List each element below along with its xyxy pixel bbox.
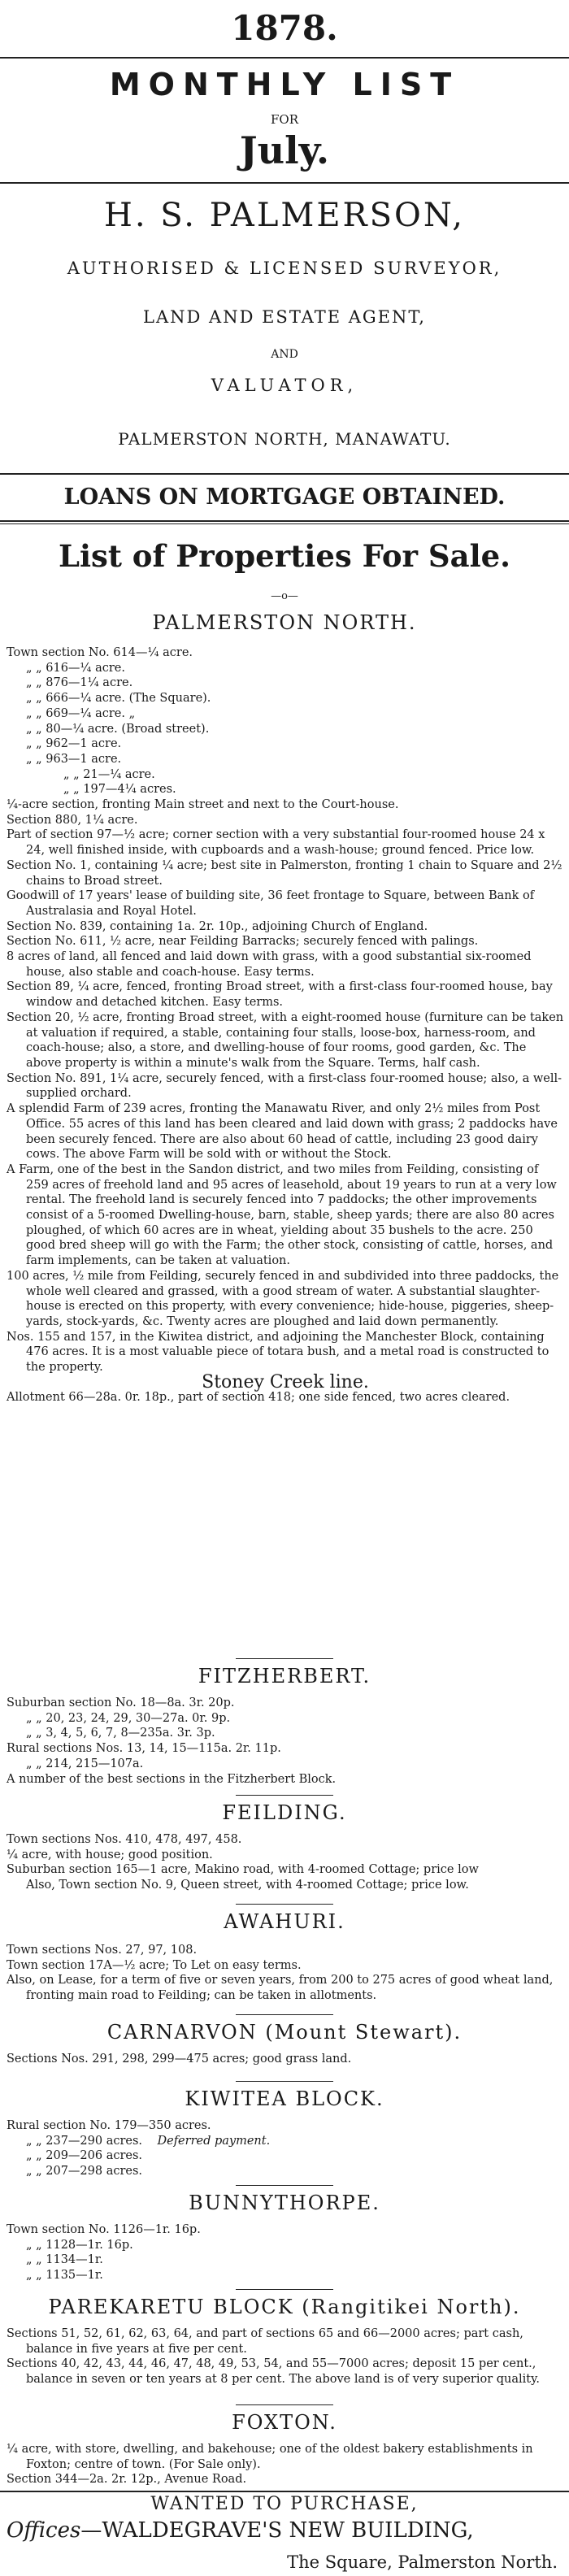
top-rule (0, 57, 569, 59)
bunnythorpe-list (7, 2222, 564, 2283)
list-item: Rural section No. 179—350 acres. (7, 2119, 211, 2132)
list-item: Nos. 155 and 157, in the Kiwitea district, and adjoining the Manchester Block, containing 476 acres. It is a most valuable piece of totara bush, and a metal road is constructed to the property. (7, 1330, 549, 1375)
bunnythorpe-heading: BUNNYTHORPE. (189, 2192, 380, 2214)
stoney-creek-heading: Stoney Creek line. (202, 1371, 369, 1392)
month: July. (239, 128, 330, 172)
list-item: „ „ 20, 23, 24, 29, 30—27a. 0r. 9p. (26, 1711, 231, 1725)
offices-text: —WALDEGRAVE'S NEW BUILDING, (80, 2518, 474, 2543)
divider (236, 2289, 333, 2290)
palmerston-heading: PALMERSTON NORTH. (152, 611, 417, 634)
list-item: Section No. 1, containing ¼ acre; best site in Palmerston, fronting 1 chain to Square and 2½ chains to Broad street. (7, 858, 562, 888)
list-item: Also, on Lease, for a term of five or seven years, from 200 to 275 acres of good wheat land, fronting main road to Feilding; can be taken in allotments. (7, 1974, 554, 2003)
list-item: „ „ 616—¼ acre. (26, 661, 125, 675)
list-item: „ „ 666—¼ acre. (The Square). (26, 692, 211, 706)
and-label: AND (271, 348, 298, 361)
kiwitea-list (7, 2118, 564, 2179)
list-item: Section No. 839, containing 1a. 2r. 10p., adjoining Church of England. (7, 919, 428, 933)
divider (236, 2404, 333, 2405)
year: 1878. (231, 8, 338, 48)
list-item: A Farm, one of the best in the Sandon district, and two miles from Feilding, consisting of 259 acres of freehold land and 95 acres of leasehold, about 19 years to run at a very low rental. The freehold land is securely fenced into 7 paddocks; the other improvements consist of a 5-roomed Dwelling-house, barn, stable, sheep yards; there are also 80 acres ploughed, of which 60 acres are in wheat, yielding about 35 bushels to the acre. 250 good bred sheep will go with the Farm; the other stock, consisting of cattle, horses, and farm implements, can be taken at valuation. (7, 1162, 557, 1268)
list-item: „ „ 214, 215—107a. (26, 1757, 144, 1770)
awahuri-heading: AWAHURI. (224, 1910, 345, 1933)
list-item: „ „ 21—¼ acre. (63, 767, 155, 781)
rule-after-loans (0, 520, 569, 522)
square-address: The Square, Palmerston North. (287, 2552, 558, 2572)
list-item: Section 344—2a. 2r. 12p., Avenue Road. (7, 2473, 247, 2487)
parekaretu-heading: PAREKARETU BLOCK (Rangitikei North). (48, 2296, 521, 2318)
list-item: „ „ 1135—1r. (26, 2269, 103, 2283)
list-item: Section No. 611, ½ acre, near Feilding Barracks; securely fenced with palings. (7, 935, 479, 949)
address: PALMERSTON NORTH, MANAWATU. (118, 429, 451, 449)
divider (236, 1658, 333, 1659)
list-item: „ „ 669—¼ acre. „ (26, 706, 136, 720)
rule-before-loans (0, 473, 569, 475)
fitzherbert-list (7, 1696, 564, 1787)
rule-before-wanted (0, 2491, 569, 2492)
list-item: „ „ 80—¼ acre. (Broad street). (26, 722, 210, 736)
list-item: „ „ 963—1 acre. (26, 752, 122, 766)
foxton-heading: FOXTON. (232, 2411, 337, 2434)
deferred-payment: Deferred payment. (157, 2134, 271, 2148)
loans-heading: LOANS ON MORTGAGE OBTAINED. (63, 484, 506, 510)
parekaretu-list (7, 2326, 564, 2387)
divider (236, 2081, 333, 2082)
awahuri-list (7, 1943, 564, 2004)
monthly-list-title: MONTHLY LIST (109, 67, 460, 102)
list-item: Goodwill of 17 years' lease of building site, 36 feet frontage to Square, between Bank of Australasia and Royal Hotel. (7, 889, 535, 918)
list-item: „ „ 1128—1r. 16p. (26, 2238, 133, 2252)
offices-label: Offices (7, 2518, 81, 2543)
rule-after-loans-thin (0, 523, 569, 524)
list-item: Allotment 66—28a. 0r. 18p., part of section 418; one side fenced, two acres cleared. (7, 1391, 510, 1405)
feilding-list (7, 1832, 564, 1893)
authorised-surveyor: AUTHORISED & LICENSED SURVEYOR, (67, 258, 502, 278)
divider (236, 1904, 333, 1905)
list-item: 100 acres, ½ mile from Feilding, securely fenced in and subdivided into three paddocks, the whole well cleared and grassed, with a good stream of water. A substantial slaughter-house is erected on this property, with every convenience; hide-house, piggeries, sheep-yards, stock-yards, &c. Twenty acres are ploughed and laid down permanently. (7, 1269, 559, 1328)
list-item: Town sections Nos. 410, 478, 497, 458. (7, 1833, 242, 1846)
list-item: 8 acres of land, all fenced and laid down with grass, with a good substantial six-roomed house, also stable and coach-house. Easy terms. (7, 950, 532, 979)
list-item (7, 2134, 564, 2149)
feilding-heading: FEILDING. (222, 1801, 347, 1824)
list-item: A number of the best sections in the Fitzherbert Block. (7, 1772, 337, 1786)
land-estate-agent: LAND AND ESTATE AGENT, (143, 307, 426, 327)
list-item: Sections Nos. 291, 298, 299—475 acres; good grass land. (7, 2053, 352, 2066)
list-item: Sections 51, 52, 61, 62, 63, 64, and part of sections 65 and 66—2000 acres; part cash, balance in five years at five per cent. (7, 2327, 523, 2356)
list-item: Section 880, 1¼ acre. (7, 813, 138, 827)
ornament: —o— (271, 590, 298, 602)
for-label: FOR (271, 112, 298, 127)
list-item: „ „ 209—206 acres. (26, 2149, 143, 2163)
list-item: Town sections Nos. 27, 97, 108. (7, 1944, 198, 1957)
list-item: Sections 40, 42, 43, 44, 46, 47, 48, 49, 53, 54, and 55—7000 acres; deposit 15 per cent., balance in seven or ten years at 8 per cent. The above land is of very superior quality. (7, 2357, 540, 2387)
list-item: „ „ 876—1¼ acre. (26, 676, 133, 690)
palmerston-list (7, 645, 564, 1405)
list-item: ¼ acre, with store, dwelling, and bakehouse; one of the oldest bakery establishments in Foxton; centre of town. (For Sale only). (7, 2443, 533, 2471)
list-item: „ „ 962—1 acre. (26, 737, 122, 751)
list-item: „ „ 1134—1r. (26, 2253, 103, 2267)
list-item: Part of section 97—½ acre; corner section with a very substantial four-roomed house 24 x 24, well finished inside, with cupboards and a wash-house; ground fenced. Price low. (7, 828, 545, 858)
list-item: Also, Town section No. 9, Queen street, with 4-roomed Cottage; price low. (26, 1879, 469, 1892)
list-item: Section 20, ½ acre, fronting Broad street, with a eight-roomed house (furniture can be taken at valuation if required, a stable, containing four stalls, loose-box, harness-room, and coach-house; also, a store, and dwelling-house of four rooms, good garden, &c. The above property is within a minute's walk from the Square. Terms, half cash. (7, 1010, 564, 1070)
list-item: Suburban section No. 18—8a. 3r. 20p. (7, 1696, 235, 1709)
divider (236, 1795, 333, 1796)
carnarvon-list (7, 2052, 564, 2067)
list-item: Rural sections Nos. 13, 14, 15—115a. 2r. 11p. (7, 1742, 281, 1756)
list-item: Section 89, ¼ acre, fenced, fronting Broad street, with a first-class four-roomed house, bay window and detached kitchen. Easy terms. (7, 980, 553, 1010)
wanted-heading: WANTED TO PURCHASE, (150, 2494, 419, 2514)
list-item: „ „ 3, 4, 5, 6, 7, 8—235a. 3r. 3p. (26, 1727, 215, 1740)
foxton-list (7, 2442, 564, 2487)
kiwitea-heading: KIWITEA BLOCK. (185, 2087, 384, 2110)
list-item: „ „ 207—298 acres. (26, 2165, 143, 2179)
carnarvon-heading: CARNARVON (Mount Stewart). (106, 2021, 463, 2044)
list-item: Section No. 891, 1¼ acre, securely fenced, with a first-class four-roomed house; also, a well-supplied orchard. (7, 1071, 562, 1101)
list-item-text: „ „ 237—290 acres. (26, 2134, 143, 2148)
valuator: VALUATOR, (211, 376, 358, 395)
agent-name: H. S. PALMERSON, (103, 197, 466, 234)
list-item: Town section No. 1126—1r. 16p. (7, 2223, 201, 2236)
rule-after-month (0, 182, 569, 184)
list-item: „ „ 197—4¼ acres. (63, 783, 176, 797)
divider (236, 2185, 333, 2186)
offices (7, 2518, 474, 2543)
list-item: ¼-acre section, fronting Main street and next to the Court-house. (7, 798, 399, 812)
divider (236, 2014, 333, 2015)
list-item: A splendid Farm of 239 acres, fronting the Manawatu River, and only 2½ miles from Post Office. 55 acres of this land has been cleared and laid down with grass; 2 paddocks have been securely fenced. There are also about 60 head of cattle, including 23 good dairy cows. The above Farm will be sold with or without the Stock. (7, 1102, 558, 1162)
list-item: Town section No. 614—¼ acre. (7, 646, 193, 659)
list-item: ¼ acre, with house; good position. (7, 1848, 213, 1861)
list-item: Town section 17A—½ acre; To Let on easy terms. (7, 1958, 302, 1972)
fitzherbert-heading: FITZHERBERT. (198, 1665, 371, 1688)
list-title: List of Properties For Sale. (58, 538, 511, 574)
list-item: Suburban section 165—1 acre, Makino road, with 4-roomed Cottage; price low (7, 1863, 479, 1877)
